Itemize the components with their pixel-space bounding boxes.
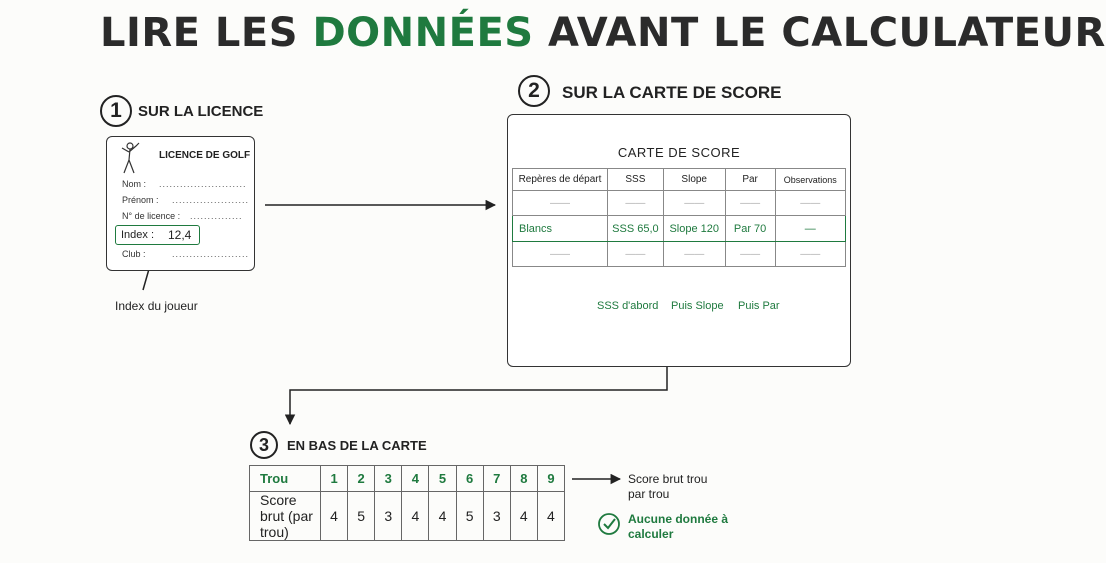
hole-number: 1 [321,466,348,492]
hole-score: 3 [483,492,510,541]
licence-field-numero: N° de licence : [122,211,181,221]
table-cell: —— [725,191,775,216]
table-cell: —— [725,242,775,267]
scorecard-table [512,168,846,267]
table-cell: —— [663,191,725,216]
step-2-label: SUR LA CARTE DE SCORE [562,83,782,102]
order-sss: SSS d'abord [597,300,659,312]
hole-score: 5 [456,492,483,541]
hole-score: 4 [537,492,564,541]
row-label-trou: Trou [250,466,321,492]
scorecard-title: CARTE DE SCORE [617,145,741,160]
licence-field-prenom-value: ...................... [172,195,250,205]
licence-field-numero-value: ............... [190,211,243,221]
hole-score: 5 [348,492,375,541]
table-cell: —— [775,242,845,267]
arrow-card-to-bottom [290,366,667,424]
cell-slope: Slope 120 [663,216,725,242]
index-label: Index : [121,229,155,241]
index-value: 12,4 [168,228,192,242]
hole-number: 7 [483,466,510,492]
hole-score: 3 [375,492,402,541]
table-row-blancs [513,216,846,242]
scorecard [507,114,851,367]
licence-field-club: Club : [122,249,146,259]
hole-number: 2 [348,466,375,492]
row-label-score-brut: Score brut (par trou) [250,492,321,541]
table-cell: —— [513,191,608,216]
step-3-number: 3 [250,431,278,459]
hole-number: 4 [402,466,429,492]
hole-number: 3 [375,466,402,492]
order-par: Puis Par [738,300,780,312]
header-reperes: Repères de départ [513,169,608,191]
table-cell: —— [775,191,845,216]
table-cell: —— [513,242,608,267]
licence-card [106,136,255,271]
hole-number: 5 [429,466,456,492]
cell-observations: — [775,216,845,242]
step-1-label: SUR LA LICENCE [138,103,264,120]
licence-field-prenom: Prénom : [122,195,159,205]
header-observations: Observations [775,169,845,191]
header-sss: SSS [608,169,664,191]
score-brut-note: Score brut trou par trou [628,472,708,501]
no-calculation-note: Aucune donnée à calculer [628,512,729,541]
table-cell: —— [663,242,725,267]
header-slope: Slope [663,169,725,191]
check-circle-icon [599,514,619,534]
licence-field-club-value: ...................... [172,249,250,259]
hole-number: 9 [537,466,564,492]
licence-field-nom: Nom : [122,179,147,189]
cell-reperes: Blancs [513,216,608,242]
step-3-label: EN BAS DE LA CARTE [287,438,427,453]
licence-title: LICENCE DE GOLF [159,150,251,161]
licence-field-nom-value: ......................... [159,179,247,189]
cell-par: Par 70 [725,216,775,242]
index-highlight-box [115,225,200,245]
header-par: Par [725,169,775,191]
golfer-icon [117,142,141,176]
hole-score: 4 [321,492,348,541]
step-2-number: 2 [518,75,550,107]
hole-score: 4 [510,492,537,541]
table-cell: —— [608,191,664,216]
order-slope: Puis Slope [671,300,724,312]
step-1-number: 1 [100,95,132,127]
holes-table [249,465,565,541]
table-cell: —— [608,242,664,267]
page-title: LIRE LES DONNÉES AVANT LE CALCULATEUR [100,10,1106,56]
index-annotation: Index du joueur [115,299,198,313]
hole-score: 4 [429,492,456,541]
cell-sss: SSS 65,0 [608,216,664,242]
hole-number: 8 [510,466,537,492]
hole-score: 4 [402,492,429,541]
hole-number: 6 [456,466,483,492]
